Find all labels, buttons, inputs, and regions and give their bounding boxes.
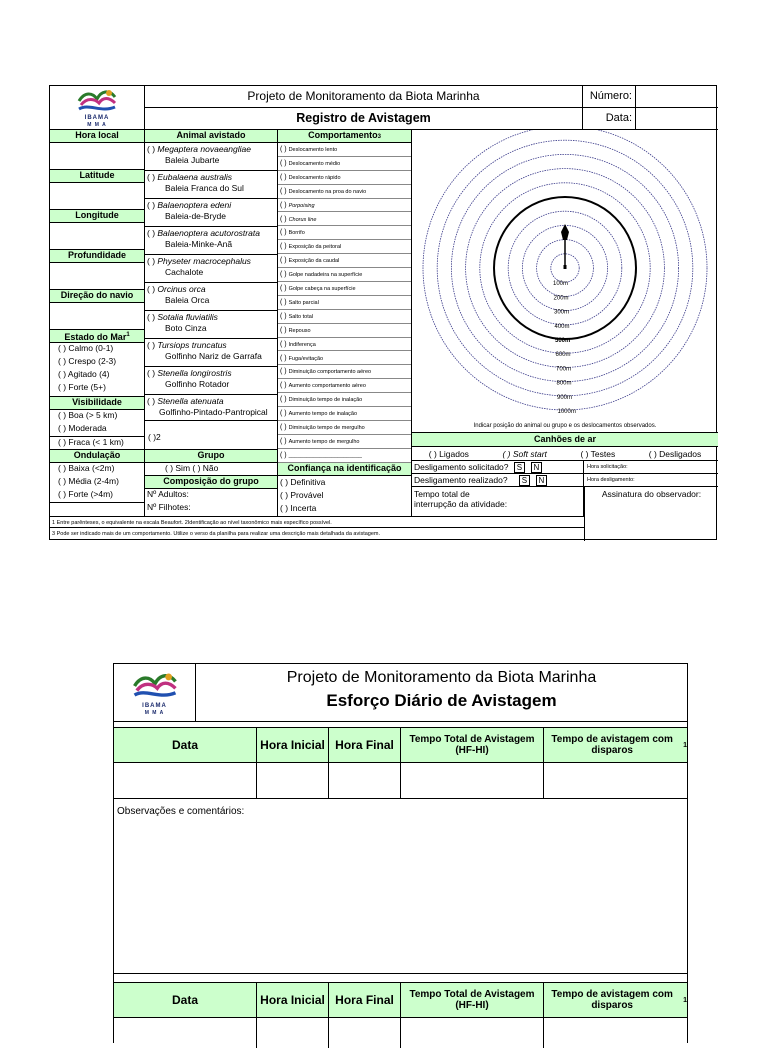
logo-subtext: M M A [144, 709, 165, 716]
direcao-header: Direção do navio [50, 290, 144, 303]
cell-hora-final[interactable] [329, 763, 401, 798]
latitude-field[interactable] [50, 183, 144, 210]
col-tempo-disparos-header [544, 983, 687, 1017]
canhoes-options [412, 447, 718, 461]
behaviour-option[interactable]: ( ) ________________________ [278, 449, 411, 463]
behaviour-option[interactable]: ( ) Deslocamento rápido [278, 171, 411, 185]
behaviour-label: Aumento comportamento aéreo [288, 383, 366, 390]
table-header-row [114, 982, 687, 1018]
behaviour-label: Fuga/evitação [288, 355, 324, 362]
deslig-solicitado-row [412, 461, 584, 474]
behaviour-label: Salto total [288, 313, 314, 320]
range-ring-label: 300m [554, 309, 570, 316]
animal-sci-text: Sotalia fluviatilis [157, 312, 218, 322]
cell-hora-inicial[interactable] [257, 1018, 329, 1048]
comportamento-label: Comportamento [308, 130, 378, 140]
page-title: Esforço Diário de Avistagem [326, 691, 557, 710]
animal-option[interactable] [145, 283, 277, 311]
logo-subtext: M M A [87, 121, 107, 128]
animal-common-name: Boto Cinza [165, 323, 207, 333]
animal-other-option[interactable]: ( )2 [145, 425, 277, 450]
comportamento-sup: 3 [377, 134, 381, 140]
n-checkbox[interactable]: N [531, 462, 542, 473]
col-data-header: Data [114, 983, 257, 1017]
behaviour-option[interactable]: ( ) Deslocamento lento [278, 143, 411, 157]
animal-sci-line: ( ) Balaenoptera edeni [147, 200, 232, 210]
animal-sci-text: Tursiops truncatus [157, 340, 227, 350]
behaviour-option[interactable]: ( ) Deslocamento na proa do navio [278, 185, 411, 199]
visibilidade-option[interactable]: ( ) Fraca (< 1 km) [50, 437, 144, 450]
left-column [50, 130, 145, 516]
cell-tempo-total[interactable] [401, 763, 544, 798]
hora-local-field[interactable] [50, 143, 144, 170]
animal-common-name: Baleia Jubarte [165, 155, 220, 165]
animal-option[interactable] [145, 171, 277, 199]
animal-header: Animal avistado [145, 130, 277, 143]
estado-mar-label: Estado do Mar [64, 332, 127, 342]
behaviour-label: Salto parcial [288, 299, 319, 306]
table-row [114, 763, 687, 799]
animal-sci-line: ( ) Balaenoptera acutorostrata [147, 228, 260, 238]
deslig-realizado-row [412, 474, 584, 487]
animal-sci-text: Balaenoptera acutorostrata [157, 228, 260, 238]
estado-mar-option[interactable]: ( ) Calmo (0-1) [58, 343, 114, 353]
behaviour-label: Chorus line [288, 216, 317, 223]
col-tempo-disparos-label: Tempo de avistagem com disparos [551, 989, 673, 1011]
tempo-total-field[interactable] [412, 487, 584, 516]
animal-common-name: Baleia-Minke-Anã [165, 239, 233, 249]
col-sup: 1 [683, 996, 687, 1004]
behaviour-label: Diminuição tempo de mergulho [288, 425, 365, 431]
tempo-total-label-2: interrupção da atividade: [414, 499, 508, 509]
hora-local-header: Hora local [50, 130, 144, 143]
form-esforco-diario [113, 663, 688, 1043]
deslig-realizado-label: Desligamento realizado? [414, 475, 508, 485]
behaviour-option[interactable]: ( ) Salto total [278, 310, 411, 324]
visibilidade-option[interactable]: ( ) Boa (> 5 km) [58, 410, 118, 420]
canhoes-option-ligados[interactable]: ( ) Ligados [428, 449, 469, 459]
logo-text: IBAMA [84, 114, 110, 121]
visibilidade-options [50, 410, 144, 437]
behaviour-label: Porpoising [288, 202, 315, 209]
range-ring-label: 400m [554, 323, 570, 330]
animal-sci-line: ( ) Eubalaena australis [147, 172, 233, 182]
estado-mar-option[interactable]: ( ) Crespo (2-3) [58, 356, 117, 366]
ibama-logo-icon [75, 87, 119, 115]
confianca-option[interactable]: ( ) Incerta [280, 503, 317, 513]
page-title: Registro de Avistagem [145, 108, 583, 130]
behaviour-option[interactable]: ( ) Exposição da peitoral [278, 240, 411, 254]
org-title: Projeto de Monitoramento da Biota Marinha [286, 669, 597, 686]
behaviour-option[interactable]: ( ) Golpe cabeça na superfície [278, 282, 411, 296]
animal-common-name: Baleia-de-Bryde [165, 211, 226, 221]
data-field[interactable] [636, 108, 718, 130]
animal-sci-line: ( ) Megaptera novaeangliae [147, 144, 251, 154]
behaviour-option[interactable]: ( ) Aumento tempo de inalação [278, 407, 411, 421]
cell-tempo-disparos[interactable] [544, 763, 687, 798]
col-hora-inicial-header: Hora Inicial [257, 983, 329, 1017]
animal-common-name: Golfinho Rotador [165, 379, 230, 389]
confianca-header: Confiança na identificação [278, 463, 411, 476]
behaviour-option[interactable]: ( ) Diminuição comportamento aéreo [278, 365, 411, 379]
position-diagram[interactable] [412, 130, 718, 420]
animal-common-name: Baleia Franca do Sul [165, 183, 244, 193]
form2-title-block [196, 664, 687, 722]
estado-mar-header [50, 330, 144, 343]
deslig-solicitado-label: Desligamento solicitado? [414, 462, 509, 472]
behaviour-label: Diminuição comportamento aéreo [288, 369, 372, 376]
cell-tempo-total[interactable] [401, 1018, 544, 1048]
behaviour-option[interactable]: ( ) Chorus line [278, 213, 411, 227]
ship-center-marker [564, 265, 567, 269]
composicao-header: Composição do grupo [145, 476, 277, 489]
profundidade-field[interactable] [50, 263, 144, 290]
range-ring-label: 200m [553, 295, 569, 302]
animal-sci-text: Orcinus orca [157, 284, 206, 294]
behaviour-label: Golpe cabeça na superfície [288, 286, 356, 292]
cell-tempo-disparos[interactable] [544, 1018, 687, 1048]
ondulacao-option[interactable]: ( ) Forte (>4m) [58, 489, 114, 499]
animal-option[interactable] [145, 311, 277, 339]
range-ring-label: 700m [556, 366, 572, 373]
animal-option[interactable] [145, 199, 277, 227]
animal-sci-text: Megaptera novaeangliae [157, 144, 251, 154]
behaviour-option[interactable]: ( ) Deslocamento médio [278, 157, 411, 171]
behaviour-label: Aumento tempo de mergulho [288, 438, 360, 445]
animal-option[interactable] [145, 395, 277, 421]
cell-data[interactable] [114, 1018, 257, 1048]
diagram-note: Indicar posição do animal ou grupo e os deslocamentos observados. [412, 420, 718, 433]
footnote-2: 3 Pode ser indicado mais de um comportamento. Utilize o verso da planilha para realizar uma descrição mais detalhada da avistagem. [52, 531, 381, 537]
visibilidade-option[interactable]: ( ) Moderada [58, 423, 107, 433]
col-tempo-disparos-label: Tempo de avistagem com disparos [551, 734, 673, 756]
behaviour-label: Deslocamento na proa do navio [288, 188, 367, 195]
animal-common-name: Baleia Orca [165, 295, 210, 305]
behaviour-option[interactable]: ( ) Borrifo [278, 226, 411, 240]
range-ring-label: 800m [556, 380, 572, 387]
ondulacao-options [50, 463, 144, 503]
behaviour-option[interactable]: ( ) Aumento comportamento aéreo [278, 379, 411, 393]
animal-sci-text: Stenella atenuata [157, 396, 224, 406]
behaviour-option[interactable]: ( ) Exposição da caudal [278, 254, 411, 268]
confianca-option[interactable]: ( ) Definitiva [280, 477, 326, 487]
col-sup: 1 [683, 741, 687, 749]
ondulacao-option[interactable]: ( ) Baixa (<2m) [58, 463, 115, 473]
animal-sci-text: Balaenoptera edeni [157, 200, 232, 210]
longitude-field[interactable] [50, 223, 144, 250]
animal-common-name: Golfinho-Pintado-Pantropical [159, 407, 268, 417]
comportamento-header [278, 130, 411, 143]
behaviour-label: Indiferença [288, 341, 316, 348]
longitude-header: Longitude [50, 210, 144, 223]
comportamento-column [278, 130, 412, 516]
behaviour-option[interactable]: ( ) Fuga/evitação [278, 352, 411, 366]
ibama-logo-icon [130, 669, 180, 703]
animal-sci-line: ( ) Sotalia fluviatilis [147, 312, 218, 322]
visibilidade-header: Visibilidade [50, 397, 144, 410]
grupo-options[interactable]: ( ) Sim ( ) Não [145, 463, 277, 476]
behaviour-option[interactable]: ( ) Salto parcial [278, 296, 411, 310]
animal-common-name: Golfinho Nariz de Garrafa [165, 351, 262, 361]
org-title: Projeto de Monitoramento da Biota Marinha [145, 86, 583, 108]
data-label: Data: [583, 108, 636, 130]
assinatura-field[interactable]: Assinatura do observador: [584, 487, 718, 541]
observacoes-field[interactable] [114, 799, 687, 974]
canhoes-option-desligados[interactable]: ( ) Desligados [648, 449, 702, 459]
behaviour-label: Exposição da peitoral [288, 244, 342, 251]
s-checkbox[interactable]: S [519, 475, 530, 486]
behaviour-label: Aumento tempo de inalação [288, 411, 358, 418]
col-tempo-total-header: Tempo Total de Avistagem (HF-HI) [401, 983, 544, 1017]
behaviour-label: Deslocamento rápido [288, 174, 341, 181]
filhotes-label: Nº Filhotes: [147, 502, 191, 512]
cell-hora-inicial[interactable] [257, 763, 329, 798]
behaviour-option[interactable]: ( ) Diminuição tempo de inalação [278, 393, 411, 407]
hora-solicitacao-label[interactable]: Hora solicitação: [584, 461, 718, 474]
adultos-label: Nº Adultos: [147, 489, 189, 499]
col-hora-final-header: Hora Final [329, 983, 401, 1017]
estado-mar-option[interactable]: ( ) Agitado (4) [58, 369, 110, 379]
col-tempo-total-header: Tempo Total de Avistagem (HF-HI) [401, 728, 544, 762]
estado-mar-options [50, 343, 144, 397]
behaviour-label: Exposição da caudal [288, 258, 340, 265]
range-rings-svg[interactable] [412, 130, 718, 420]
animal-sci-text: Physeter macrocephalus [157, 256, 251, 266]
footnote-1: 1 Entre parênteses, o equivalente na escala Beaufort. 2Identificação ao nível taxonômico mais específico possível. [50, 516, 585, 528]
canhoes-header: Canhões de ar [412, 433, 718, 447]
behaviour-label: Diminuição tempo de inalação [288, 397, 363, 404]
ibama-logo-2 [114, 664, 196, 722]
behaviour-option[interactable]: ( ) Aumento tempo de mergulho [278, 435, 411, 449]
profundidade-header: Profundidade [50, 250, 144, 263]
range-ring-label: 900m [557, 394, 573, 401]
animal-sci-text: Eubalaena australis [157, 172, 233, 182]
animal-option[interactable] [145, 367, 277, 395]
latitude-header: Latitude [50, 170, 144, 183]
ibama-logo [50, 86, 145, 130]
direcao-field[interactable] [50, 303, 144, 330]
behaviour-label: Borrifo [288, 230, 305, 237]
ship-icon [561, 224, 569, 240]
animal-option[interactable] [145, 255, 277, 283]
grupo-header: Grupo [145, 450, 277, 463]
behaviour-label: ________________________ [288, 452, 362, 459]
animal-column [145, 130, 278, 516]
behaviour-option[interactable]: ( ) Porpoising [278, 199, 411, 213]
n-checkbox[interactable]: N [536, 475, 547, 486]
behaviour-option[interactable]: ( ) Indiferença [278, 338, 411, 352]
behaviour-label: Deslocamento médio [288, 160, 341, 167]
observacoes-label: Observações e comentários: [117, 806, 245, 817]
ondulacao-option[interactable]: ( ) Média (2-4m) [58, 476, 119, 486]
numero-field[interactable] [636, 86, 718, 108]
logo-text: IBAMA [142, 702, 167, 709]
range-ring-label: 100m [553, 281, 569, 288]
animal-sci-line: ( ) Tursiops truncatus [147, 340, 227, 350]
animal-sci-line: ( ) Stenella longirostris [147, 368, 232, 378]
table-row [114, 1018, 687, 1048]
animal-common-name: Cachalote [165, 267, 204, 277]
range-ring-label: 600m [555, 352, 571, 359]
col-data-header: Data [114, 728, 257, 762]
numero-label: Número: [583, 86, 636, 108]
behaviour-label: Repouso [288, 327, 311, 334]
ondulacao-header: Ondulação [50, 450, 144, 463]
range-ring-label: 1000m [557, 409, 576, 415]
animal-option[interactable] [145, 227, 277, 255]
cell-hora-final[interactable] [329, 1018, 401, 1048]
estado-mar-option[interactable]: ( ) Forte (5+) [58, 382, 106, 392]
behaviour-option[interactable]: ( ) Diminuição tempo de mergulho [278, 421, 411, 435]
estado-mar-sup: 1 [126, 332, 130, 338]
behaviour-label: Deslocamento lento [288, 147, 338, 153]
range-ring-label: 500m [555, 338, 571, 344]
animal-option[interactable] [145, 339, 277, 367]
animal-sci-line: ( ) Stenella atenuata [147, 396, 224, 406]
canhoes-option-soft-start[interactable]: ( ) Soft start [502, 449, 547, 459]
s-checkbox[interactable]: S [514, 462, 525, 473]
behaviour-option[interactable]: ( ) Golpe nadadeira na superfície [278, 268, 411, 282]
confianca-option[interactable]: ( ) Provável [280, 490, 324, 500]
col-hora-inicial-header: Hora Inicial [257, 728, 329, 762]
animal-sci-line: ( ) Orcinus orca [147, 284, 206, 294]
animal-sci-text: Stenella longirostris [157, 368, 232, 378]
behaviour-label: Golpe nadadeira na superfície [288, 272, 363, 279]
form-registro-avistagem [49, 85, 717, 540]
behaviour-option[interactable]: ( ) Repouso [278, 324, 411, 338]
animal-option[interactable] [145, 143, 277, 171]
hora-desligamento-label[interactable]: Hora desligamento: [584, 474, 718, 487]
col-tempo-disparos-header [544, 728, 687, 762]
animal-sci-line: ( ) Physeter macrocephalus [147, 256, 251, 266]
cell-data[interactable] [114, 763, 257, 798]
table-header-row [114, 727, 687, 763]
col-hora-final-header: Hora Final [329, 728, 401, 762]
canhoes-option-testes[interactable]: ( ) Testes [580, 449, 616, 459]
tempo-total-label: Tempo total de [414, 489, 470, 499]
